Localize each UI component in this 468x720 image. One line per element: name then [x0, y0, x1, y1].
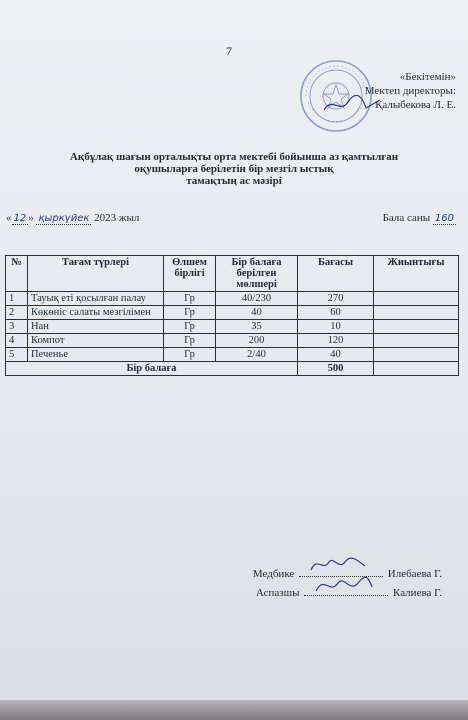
document-title: [0, 151, 468, 187]
cook-signature-area: [304, 585, 388, 596]
row-sum: [374, 334, 459, 348]
date-close-quote: »: [28, 212, 34, 224]
student-count-value: 160: [434, 213, 454, 224]
table-header-row: [6, 256, 459, 292]
row-number: 4: [6, 334, 28, 348]
row-portion: 35: [216, 320, 298, 334]
header-unit: Өлшем бірлігі: [164, 256, 216, 292]
header-dish: Тағам түрлері: [28, 256, 164, 292]
student-count-label: Бала саны: [382, 212, 431, 224]
menu-table: [5, 255, 459, 376]
row-price: 120: [298, 334, 374, 348]
total-sum: [374, 362, 459, 376]
row-sum: [374, 348, 459, 362]
header-sum: Жиынтығы: [374, 256, 459, 292]
row-portion: 40: [216, 306, 298, 320]
table-row: [6, 320, 459, 334]
row-portion: 200: [216, 334, 298, 348]
date-year: 2023 жыл: [94, 212, 140, 224]
row-portion: 2/40: [216, 348, 298, 362]
table-row: [6, 334, 459, 348]
row-number: 2: [6, 306, 28, 320]
row-dish: Печенье: [28, 348, 164, 362]
row-sum: [374, 292, 459, 306]
total-label: Бір балаға: [6, 362, 298, 376]
approval-position: Мектеп директоры:: [364, 85, 456, 97]
header-number: №: [6, 256, 28, 292]
background-edge: [0, 700, 468, 720]
row-dish: Нан: [28, 320, 164, 334]
row-sum: [374, 306, 459, 320]
approval-heading: «Бекітемін»: [399, 71, 456, 83]
row-price: 40: [298, 348, 374, 362]
date-month: қыркүйек: [38, 213, 90, 224]
nurse-name: Илебаева Г.: [387, 568, 442, 580]
cook-signature-line: [256, 585, 442, 599]
row-portion: 40/230: [216, 292, 298, 306]
row-unit: Гр: [164, 348, 216, 362]
total-row: [6, 362, 459, 376]
approval-director-name: Қалыбекова Л. Е.: [375, 99, 456, 111]
cook-name: Калиева Г.: [393, 587, 442, 599]
title-line-3: тамақтың ас мәзірі: [186, 175, 282, 187]
row-number: 1: [6, 292, 28, 306]
menu-date: [6, 212, 139, 224]
date-day: 12: [13, 213, 27, 224]
row-unit: Гр: [164, 320, 216, 334]
table-row: [6, 292, 459, 306]
row-price: 10: [298, 320, 374, 334]
title-line-2: оқушыларға берілетін бір мезгіл ыстық: [134, 163, 334, 175]
row-dish: Компот: [28, 334, 164, 348]
row-dish: Көкөніс салаты мезгілімен: [28, 306, 164, 320]
title-line-1: Ақбұлақ шағын орталықты орта мектебі бойынша аз қамтылған: [69, 151, 399, 163]
header-price: Бағасы: [298, 256, 374, 292]
date-open-quote: «: [6, 212, 12, 224]
row-unit: Гр: [164, 306, 216, 320]
row-sum: [374, 320, 459, 334]
total-value: 500: [298, 362, 374, 376]
page-number: 7: [226, 44, 232, 58]
row-dish: Тауық еті қосылған палау: [28, 292, 164, 306]
header-portion: Бір балаға берілген мөлшері: [216, 256, 298, 292]
director-signature: [322, 92, 382, 116]
table-row: [6, 306, 459, 320]
student-count: [383, 212, 456, 224]
row-price: 270: [298, 292, 374, 306]
table-row: [6, 348, 459, 362]
row-price: 60: [298, 306, 374, 320]
nurse-label: Медбике: [252, 568, 295, 580]
cook-label: Аспазшы: [255, 587, 300, 599]
cook-signature: [314, 573, 374, 597]
row-number: 5: [6, 348, 28, 362]
row-unit: Гр: [164, 334, 216, 348]
row-unit: Гр: [164, 292, 216, 306]
row-number: 3: [6, 320, 28, 334]
